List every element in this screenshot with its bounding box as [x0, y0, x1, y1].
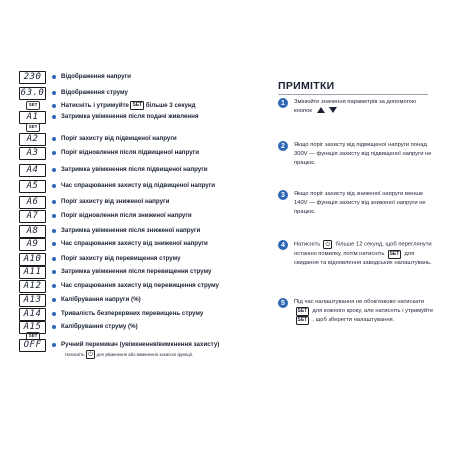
- set-key-icon: SET: [26, 123, 40, 132]
- note-item: [278, 141, 438, 171]
- notes-panel: [270, 0, 450, 450]
- bullet-dot: [52, 257, 56, 261]
- bullet-dot: [52, 184, 56, 188]
- bullet-dot: [52, 200, 56, 204]
- note-number: 5: [278, 298, 288, 308]
- bullet-dot: [52, 270, 56, 274]
- set-key-icon: SET: [389, 250, 400, 257]
- param-row: [0, 294, 270, 308]
- bullet-dot: [52, 104, 56, 108]
- note-part: Натисніть: [294, 241, 321, 248]
- note-body: Якщо поріг захисту від зниженої напруги менше 140V — функція захисту від зниженої напруги не працює.: [294, 191, 426, 215]
- param-label: Поріг відновлення після підвищеної напруги: [61, 149, 200, 156]
- set-key-icon: SET: [297, 308, 308, 314]
- lcd-display: A1: [19, 111, 46, 124]
- param-row: [0, 180, 270, 194]
- lcd-display: 63.0: [20, 88, 45, 98]
- lcd-display: A15: [19, 321, 46, 334]
- power-button-icon: ⏻: [86, 350, 95, 359]
- note-part: Під час налаштування не обов'язково натискати: [294, 299, 425, 305]
- param-label: Поріг захисту від перевищення струму: [61, 255, 181, 262]
- param-label: Відображення напруги: [61, 73, 131, 80]
- bullet-dot: [52, 325, 56, 329]
- param-label: Калібрування струму (%): [61, 323, 138, 330]
- set-key-icon: SET: [297, 317, 308, 323]
- footnote-prefix: Натисніть: [65, 352, 85, 357]
- param-row: [0, 87, 270, 101]
- hold-instruction: Натисніть і утримуйте: [61, 102, 129, 109]
- lcd-display: A10: [19, 253, 46, 266]
- note-text: [294, 240, 434, 268]
- param-row: [0, 238, 270, 252]
- footnote: [65, 350, 193, 359]
- bullet-dot: [52, 312, 56, 316]
- param-label: Час спрацювання захисту від перевищення струму: [61, 282, 219, 289]
- set-key-icon: SET: [132, 102, 143, 108]
- bullet-dot: [52, 91, 56, 95]
- param-label: Час спрацювання захисту від підвищеної напруги: [61, 182, 216, 189]
- lcd-display: A7: [19, 210, 46, 223]
- param-row: [0, 225, 270, 239]
- param-row: [0, 147, 270, 161]
- bullet-dot: [52, 298, 56, 302]
- power-button-icon: ⏻: [323, 240, 332, 249]
- note-item: [278, 240, 438, 280]
- param-label: Калібрування напруги (%): [61, 296, 141, 303]
- lcd-display: A4: [19, 164, 46, 177]
- param-label: Затримка увімкнення після підвищеної напруги: [61, 166, 208, 173]
- param-label: Затримка увімкнення після перевищення струму: [61, 268, 212, 275]
- note-number: 2: [278, 141, 288, 151]
- param-label: Поріг захисту від зниженої напруги: [61, 198, 170, 205]
- note-text: [294, 298, 434, 325]
- hold-duration: більше 3 секунд: [145, 102, 196, 109]
- bullet-dot: [52, 151, 56, 155]
- note-part: для скидання та відновлення заводських налаштувань.: [294, 250, 432, 266]
- note-item: [278, 98, 438, 122]
- param-label: Відображення струму: [61, 89, 128, 96]
- note-part: , щоб зберегти налаштування.: [312, 317, 395, 323]
- arrow-down-icon: [329, 107, 337, 113]
- param-row: [0, 253, 270, 267]
- param-label: Тривалість безперервних перевищень струму: [61, 310, 204, 317]
- lcd-display: A13: [19, 294, 46, 307]
- bullet-dot: [52, 115, 56, 119]
- param-row: [0, 133, 270, 147]
- set-key-icon: SET: [26, 101, 40, 110]
- lcd-display: A3: [19, 147, 46, 160]
- lcd-display: A9: [19, 238, 46, 251]
- param-label: Час спрацювання захисту від зниженої напруги: [61, 240, 208, 247]
- param-row: [0, 196, 270, 210]
- bullet-dot: [52, 168, 56, 172]
- param-label: Ручний перемикач (увімкнення/вимкнення захисту): [61, 341, 220, 348]
- note-body: Змінюйте значення параметрів за допомогою кнопок: [294, 99, 417, 114]
- param-label: Затримка увімкнення після подачі живлення: [61, 113, 199, 120]
- bullet-dot: [52, 229, 56, 233]
- param-row: [0, 210, 270, 224]
- lcd-display: A8: [19, 225, 46, 238]
- param-row: [0, 164, 270, 178]
- note-body: Якщо поріг захисту від підвищеної напруги понад 300V — функція захисту від підвищеної напруги не працює.: [294, 142, 432, 166]
- param-row: [0, 308, 270, 322]
- bullet-dot: [52, 343, 56, 347]
- param-label: Поріг відновлення після зниженої напруги: [61, 212, 192, 219]
- param-label: [61, 101, 196, 110]
- note-item: [278, 298, 438, 338]
- bullet-dot: [52, 75, 56, 79]
- notes-divider: [278, 94, 428, 95]
- lcd-display: A12: [19, 280, 46, 293]
- footnote-suffix: для увімкнення або вимкнення захисної функції.: [96, 352, 194, 357]
- lcd-display: 230: [19, 71, 46, 84]
- lcd-display: A6: [19, 196, 46, 209]
- note-text: [294, 98, 434, 116]
- arrow-up-icon: [317, 107, 325, 113]
- note-item: [278, 190, 438, 220]
- note-part: для кожного кроку, але натисніть і утримуйте: [312, 308, 434, 314]
- note-part: більше 12 секунд, щоб переглянути останню помилку, потім натисніть: [294, 241, 432, 257]
- bullet-dot: [52, 242, 56, 246]
- lcd-display: A11: [19, 266, 46, 279]
- bullet-dot: [52, 137, 56, 141]
- note-number: 4: [278, 240, 288, 250]
- param-row: [0, 266, 270, 280]
- notes-title: ПРИМІТКИ: [278, 80, 335, 92]
- lcd-display: OFF: [19, 339, 46, 352]
- lcd-display: A5: [19, 180, 46, 193]
- lcd-display: A14: [19, 308, 46, 321]
- note-number: 1: [278, 98, 288, 108]
- param-label: Затримка увімкнення після зниженої напруги: [61, 227, 201, 234]
- lcd-display: A2: [19, 133, 46, 146]
- note-number: 3: [278, 190, 288, 200]
- set-key-icon: SET: [26, 332, 40, 341]
- bullet-dot: [52, 284, 56, 288]
- bullet-dot: [52, 214, 56, 218]
- param-label: Поріг захисту від підвищеної напруги: [61, 135, 177, 142]
- param-row: [0, 280, 270, 294]
- param-row: [0, 71, 270, 85]
